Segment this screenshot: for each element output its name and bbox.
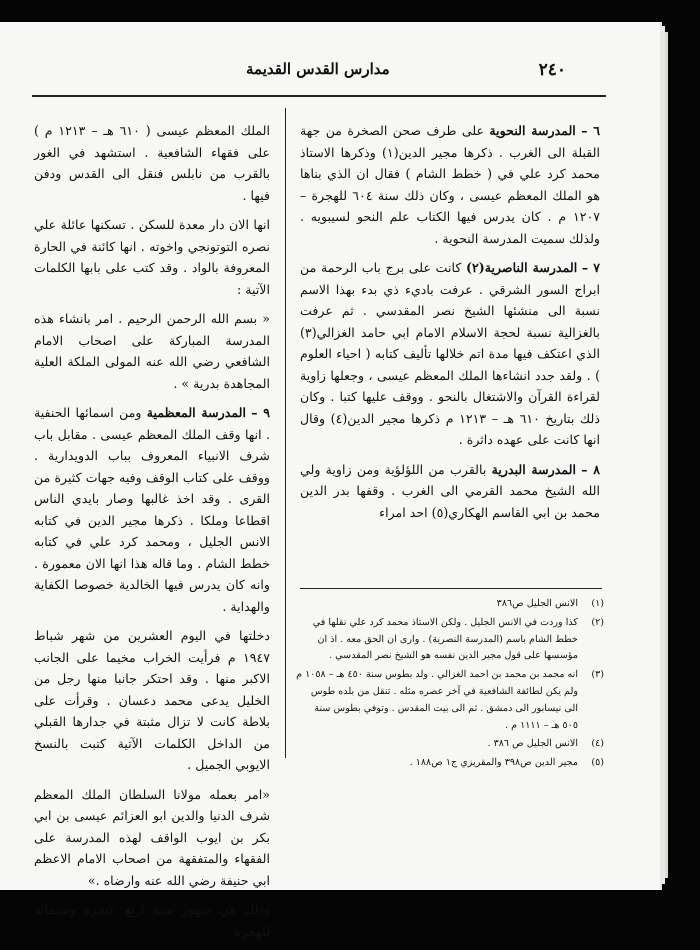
inscription-quote: «امر بعمله مولانا السلطان الملك المعظم شرف الدنيا والدين ابو العزائم عيسى بن ابي بكر بن ايوب الواقف لهذه المدرسة على الفقهاء والمتفقهة من اصحاب الامام الاعظم ابي حنيفة رضي الله عنه وارضاه .» <box>34 786 270 888</box>
footnote-text: كذا وردت في الانس الجليل . ولكن الاستاذ محمد كرد علي نقلها في خطط الشام باسم (المدرسة النصرية) . وارى ان الحق معه . اذ ان مؤسسها على قول مجير الدين نفسه هو الشيخ نصر المقدسي . <box>312 616 578 662</box>
inscription-quote: « بسم الله الرحمن الرحيم . امر بانشاء هذه المدرسة المباركة على اصحاب الامام الشافعي رضي الله عنه المولى الملكة العلية المجاهدة بدرية » . <box>34 311 270 391</box>
section-9 <box>34 402 270 617</box>
footnote-rule <box>300 588 602 589</box>
section-7-title: المدرسة الناصرية(٢) <box>466 260 578 275</box>
section-8-title: المدرسة البدرية <box>491 461 576 477</box>
paragraph: وذلك في شهور سنة اربع عشرة وستمائة للهجرة <box>34 902 270 939</box>
footnote-number: (٢) <box>591 616 604 628</box>
footnote-text: مجير الدين ص٣٩٨ والمقريزي ج١ ص١٨٨ . <box>409 757 578 769</box>
footnote-text: الانس الجليل ص٣٨٦ <box>496 598 578 609</box>
footnote-number: (٤) <box>591 738 604 750</box>
section-8-text: بالقرب من اللؤلؤية ومن زاوية ولي الله الشيخ محمد القرمي الى الغرب . وقفها بدر الدين محمد بن ابي القاسم الهكاري(٥) احد امراء <box>300 461 600 520</box>
footnote <box>296 596 604 613</box>
section-7-number: ٧ – <box>581 260 600 275</box>
section-8-number: ٨ – <box>581 461 600 477</box>
footnote <box>296 755 604 772</box>
header-rule <box>32 95 606 97</box>
section-6-title: المدرسة النحوية <box>489 123 576 138</box>
section-9-number: ٩ – <box>251 405 270 420</box>
page-stack-edge-inner <box>665 32 668 878</box>
left-column <box>34 120 270 950</box>
section-7-text: كانت على برج باب الرحمة من ابراج السور الشرقي . عرفت باديء ذي بدء بهذا الاسم نسبة الى منشئها الشيخ نصر المقدسي . ثم عرفت بالغزالية نسبة لحجة الاسلام الامام ابي حامد الغزالي(٣) الذي اعتكف فيها مدة اتم خلالها تأليف كتابه ( احياء العلوم ) . ولقد جدد انشاءها الملك المعظم عيسى ، وجعلها زاوية لقراءة القرآن والاشتغال بالنحو . ووقف عليها كتبا . وكان ذلك بتاريخ ٦١٠ هـ – ١٢١٣ م ذكرها مجير الدين(٤) وقال انها كانت على عهده داثرة . <box>300 260 600 447</box>
footnote-number: (١) <box>591 598 604 609</box>
right-column <box>300 120 600 531</box>
footnote-text: انه محمد بن محمد بن احمد الغزالي . ولد بطوس سنة ٤٥٠ هـ – ١٠٥٨ م ولم يكن لطائفة الشافعية في آخر عصره مثله . تنقل من بلده طوس الى نيسابور الى دمشق . ثم الى بيت المقدس . وتوفي بطوس سنة ٥٠٥ هـ – ١١١١ م . <box>296 669 578 731</box>
section-7 <box>300 257 600 451</box>
column-divider <box>285 108 286 758</box>
page-header <box>16 58 606 84</box>
running-title: مدارس القدس القديمة <box>246 60 390 78</box>
paragraph: الملك المعظم عيسى ( ٦١٠ هـ – ١٢١٣ م ) على فقهاء الشافعية . استشهد في الغور بالقرب من نابلس فنقل الى القدس ودفن فيها . <box>34 123 271 203</box>
footnote <box>296 667 604 734</box>
section-6-text: على طرف صحن الصخرة من جهة القبلة الى الغرب . ذكرها مجير الدين(١) وذكرها الاستاذ محمد كرد علي في ( خطط الشام ) فقال ان الذي بناها هو الملك المعظم عيسى ، وكان ذلك سنة ٦٠٤ للهجرة – ١٢٠٧ م . كان يدرس فيها الكتاب علم النحو لسيبويه . ولذلك سميت المدرسة النحوية . <box>300 123 601 246</box>
footnote-number: (٥) <box>591 757 604 769</box>
footnote <box>296 736 604 753</box>
footnote-number: (٣) <box>591 669 604 681</box>
footnote <box>296 615 604 665</box>
paragraph: دخلتها في اليوم العشرين من شهر شباط ١٩٤٧ م فرأيت الخراب مخيما على الجانب الاكبر منها . وقد احتكر جانبا منها رجل من الخليل يدعى محمد دعسان . وقرأت على بلاطة كانت لا تزال مثبتة في جدارها القبلي من الداخل الكلمات الآتية كتبت بالنسخ الايوبي الجميل . <box>34 628 270 772</box>
section-9-text: ومن اسمائها الحنفية . انها وقف الملك المعظم عيسى . مقابل باب شرف الانبياء المعروف بباب الدويدارية . ووقف على كتاب الوقف وفيه جهات كثيرة من القرى . وقد اخذ غالبها وصار بايدي الناس اقطاعا وملكا . ذكرها مجير الدين في كتابه الانس الجليل ، ومحمد كرد علي في كتابه خطط الشام . وما قاله هذا انها الان معمورة . وانه كان يدرس فيها الخالدية خصوصا الكفاية والهداية . <box>34 405 270 614</box>
footnote-text: الانس الجليل ص ٣٨٦ . <box>487 738 578 750</box>
footnotes <box>296 596 604 774</box>
section-6 <box>300 120 600 249</box>
section-8 <box>300 459 600 524</box>
page-number: ٢٤٠ <box>538 60 566 80</box>
section-6-number: ٦ – <box>581 123 600 138</box>
paragraph: انها الان دار معدة للسكن . تسكنها عائلة علي نصره التوتونجي واخوته . انها كائنة في الحارة المعروفة بالواد . وقد كتب على بابها الكلمات الآتية : <box>34 217 270 297</box>
section-9-title: المدرسة المعظمية <box>146 405 246 420</box>
